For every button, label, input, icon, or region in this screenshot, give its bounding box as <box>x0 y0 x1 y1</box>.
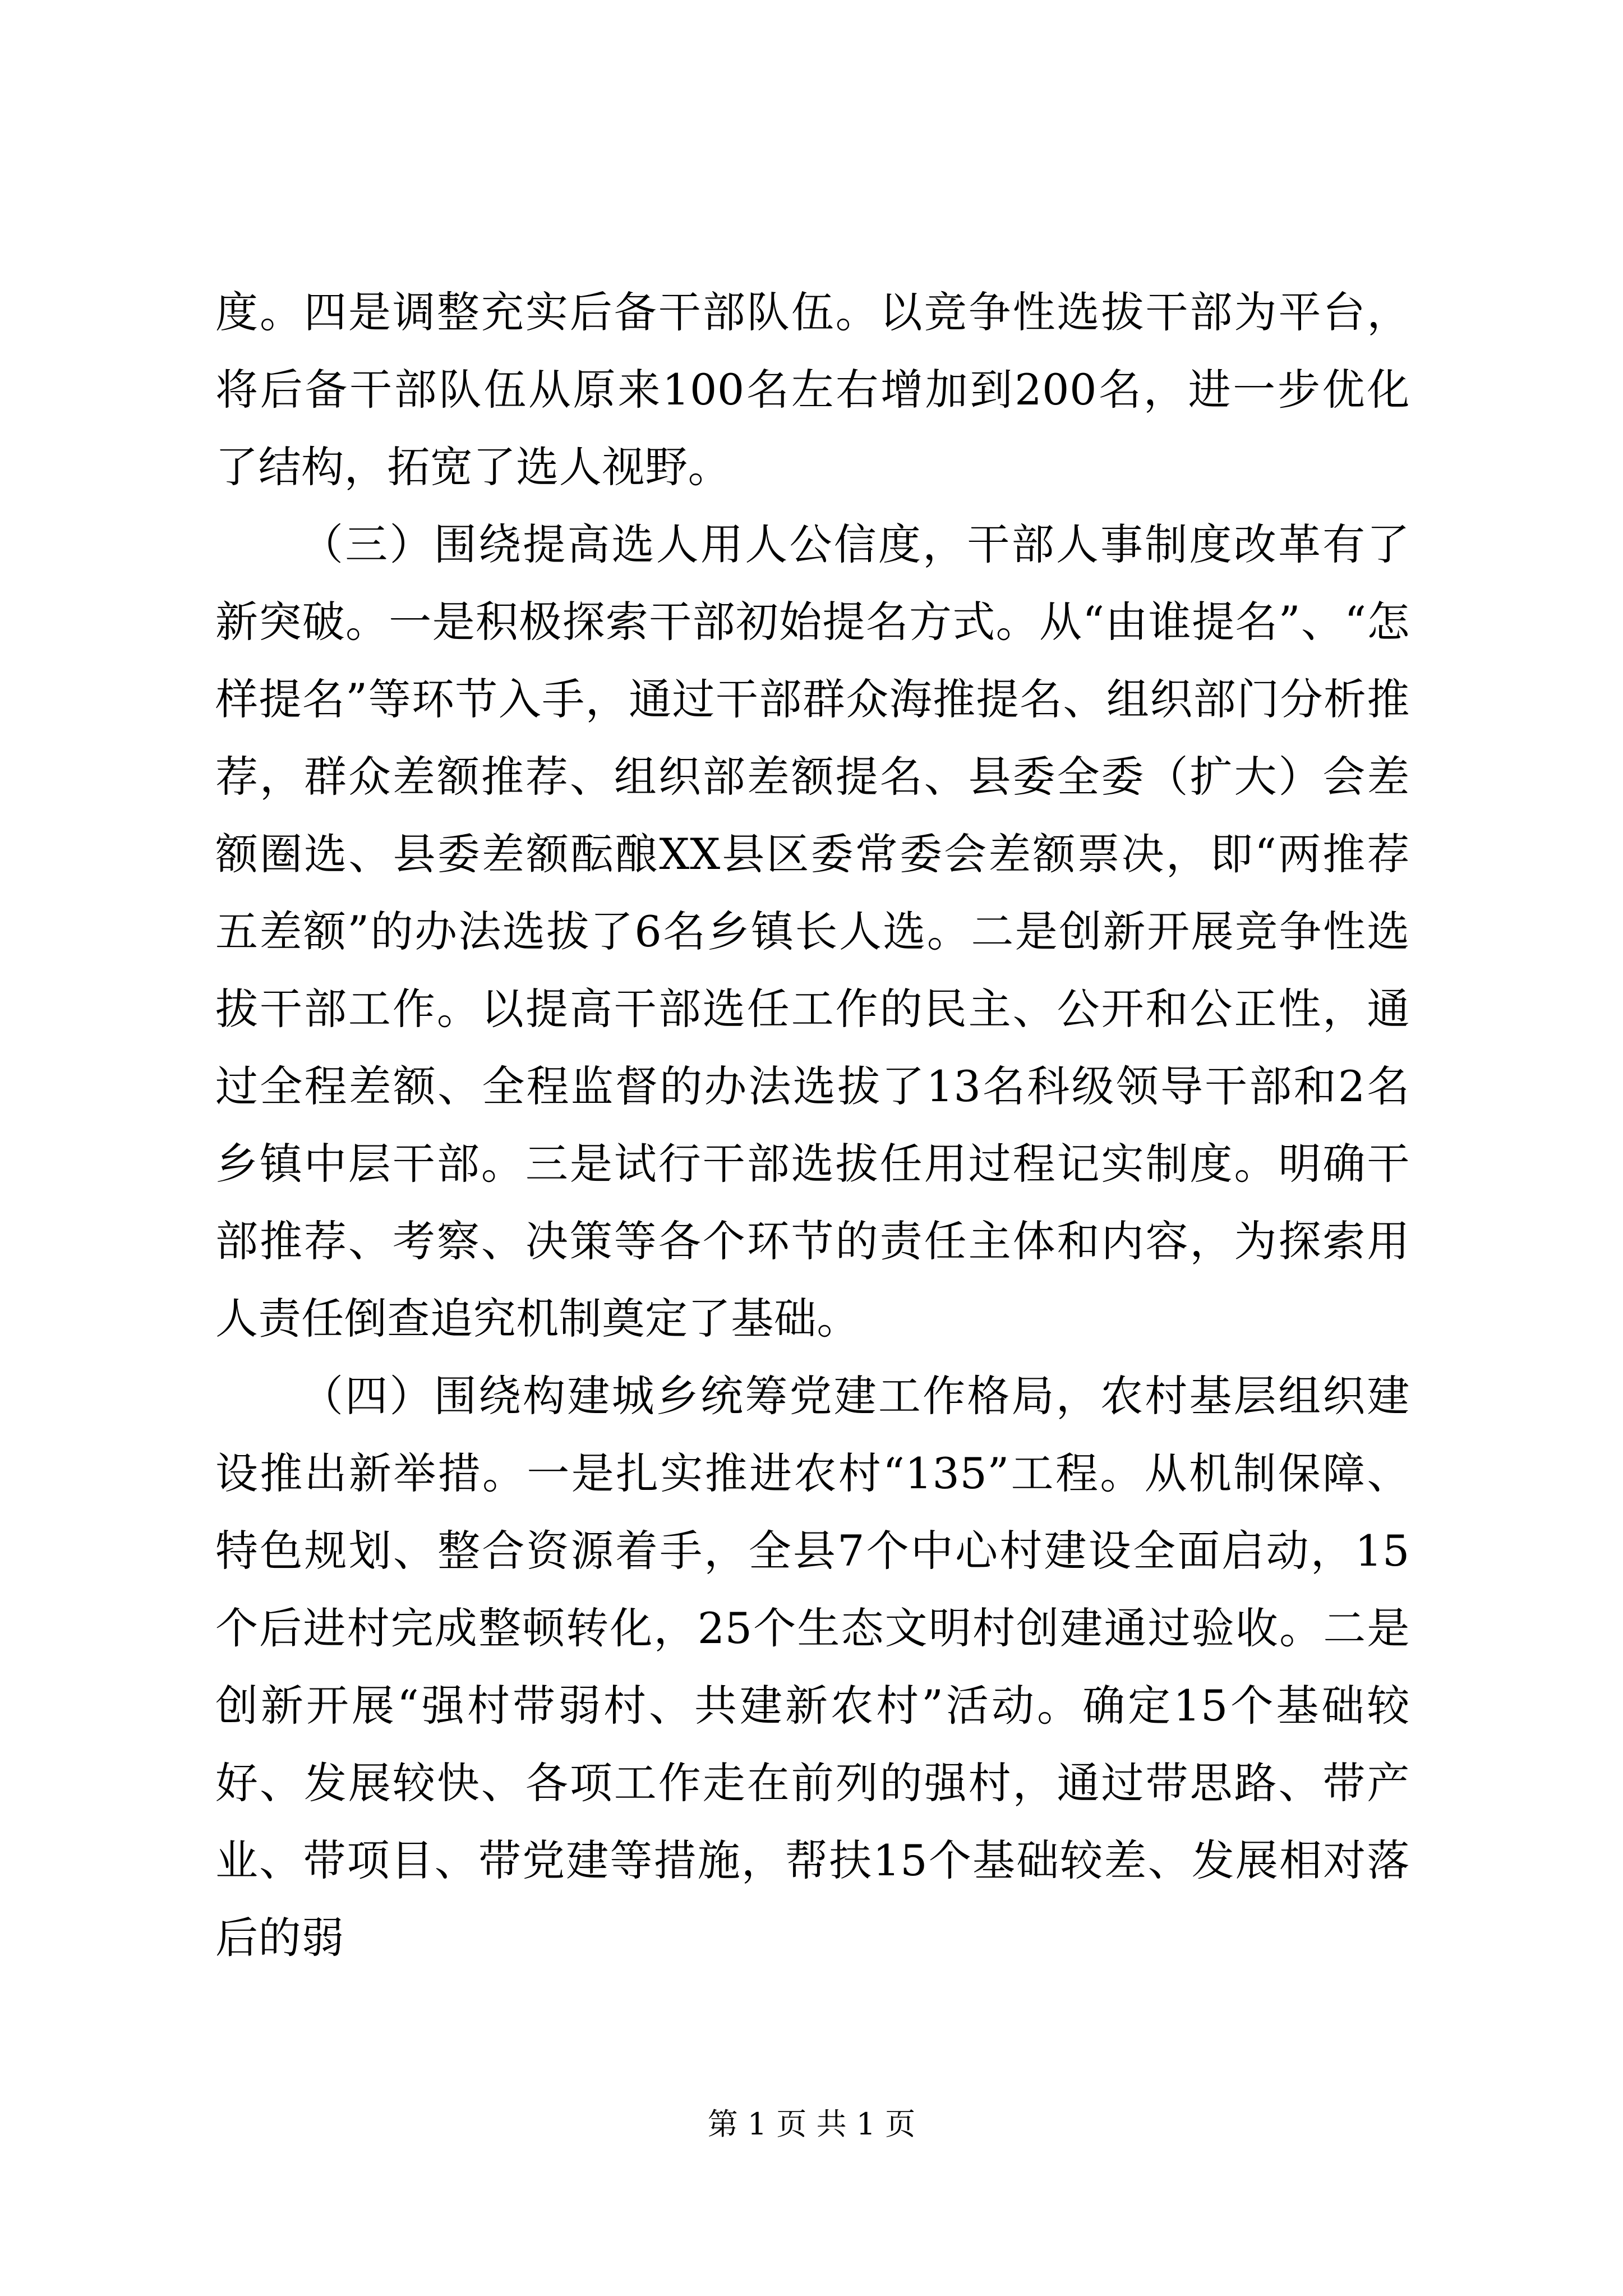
paragraph-1: 度。四是调整充实后备干部队伍。以竞争性选拔干部为平台，将后备干部队伍从原来100名左右增加到200名，进一步优化了结构，拓宽了选人视野。 <box>215 287 1410 492</box>
paragraph-2: （三）围绕提高选人用人公信度，干部人事制度改革有了新突破。一是积极探索干部初始提名方式。从“由谁提名”、“怎样提名”等环节入手，通过干部群众海推提名、组织部门分析推荐，群众差额推荐、组织部差额提名、县委全委（扩大）会差额圈选、县委差额酝酿XX县区委常委会差额票决，即“两推荐五差额”的办法选拔了6名乡镇长人选。二是创新开展竞争性选拔干部工作。以提高干部选任工作的民主、公开和公正性，通过全程差额、全程监督的办法选拔了13名科级领导干部和2名乡镇中层干部。三是试行干部选拔任用过程记实制度。明确干部推荐、考察、决策等各个环节的责任主体和内容，为探索用人责任倒查追究机制奠定了基础。 <box>215 519 1410 1343</box>
page-number-footer: 第 1 页 共 1 页 <box>707 2106 916 2142</box>
paragraph-3: （四）围绕构建城乡统筹党建工作格局，农村基层组织建设推出新举措。一是扎实推进农村“135”工程。从机制保障、特色规划、整合资源着手，全县7个中心村建设全面启动，15个后进村完成整顿转化，25个生态文明村创建通过验收。二是创新开展“强村带弱村、共建新农村”活动。确定15个基础较好、发展较快、各项工作走在前列的强村，通过带思路、带产业、带项目、带党建等措施，帮扶15个基础较差、发展相对落后的弱 <box>215 1371 1410 1963</box>
document-body <box>215 274 1410 1977</box>
